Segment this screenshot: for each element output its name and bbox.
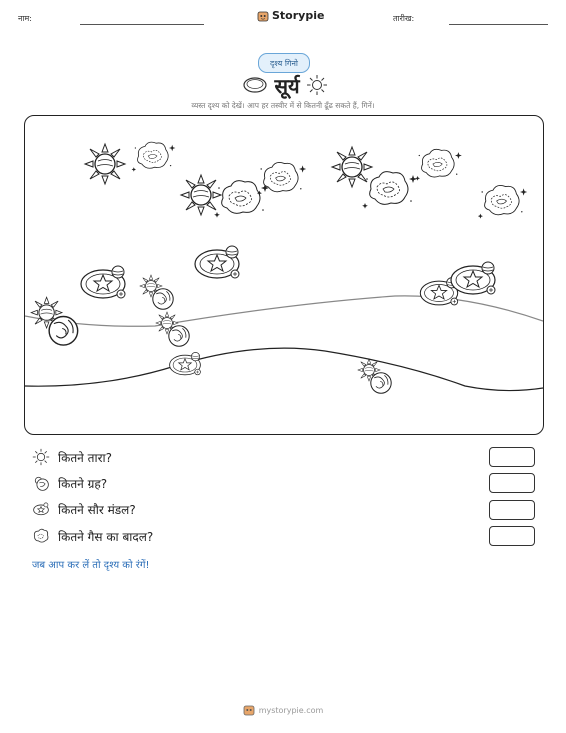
- solar-system-icon: [32, 500, 50, 518]
- date-label: तारीख:: [393, 14, 415, 23]
- gas-cloud-icon: [32, 527, 50, 545]
- footer: [0, 704, 566, 716]
- answer-box-solar-systems[interactable]: [489, 500, 535, 520]
- question-text: कितने तारा?: [58, 450, 112, 465]
- coin-icon: [242, 76, 268, 94]
- question-stars: [32, 446, 112, 468]
- name-line[interactable]: [80, 24, 204, 25]
- question-text: कितने गैस का बादल?: [58, 529, 154, 544]
- page-title: सूर्य: [274, 73, 300, 98]
- answer-box-gas-clouds[interactable]: [489, 526, 535, 546]
- title-row: [230, 70, 340, 100]
- question-gas-clouds: [32, 525, 153, 547]
- question-text: कितने ग्रह?: [58, 476, 108, 491]
- answer-box-stars[interactable]: [489, 447, 535, 467]
- footer-url[interactable]: mystorypie.com: [258, 705, 324, 715]
- activity-badge: दृश्य गिनो: [258, 53, 310, 73]
- sun-icon: [306, 74, 328, 96]
- instructions-subtitle: व्यस्त दृश्य को देखें। आप हर तस्वीर में से कितनी ढूँढ सकते हैं, गिनें।: [191, 101, 375, 110]
- star-icon: [32, 448, 50, 466]
- answer-box-planets[interactable]: [489, 473, 535, 493]
- brand-logo: [257, 9, 324, 22]
- name-label: नाम:: [18, 14, 32, 23]
- date-line[interactable]: [449, 24, 548, 25]
- busy-scene: [24, 115, 544, 435]
- planet-icon: [32, 474, 50, 492]
- question-text: कितने सौर मंडल?: [58, 502, 136, 517]
- scene-drawing: [25, 116, 543, 434]
- brand-name: Storypie: [272, 9, 325, 22]
- color-instruction: जब आप कर लें तो दृश्य को रंगें!: [32, 560, 150, 571]
- question-solar-systems: [32, 498, 136, 520]
- storypie-footer-icon: [243, 704, 255, 716]
- question-planets: [32, 472, 107, 494]
- storypie-logo-icon: [257, 10, 269, 22]
